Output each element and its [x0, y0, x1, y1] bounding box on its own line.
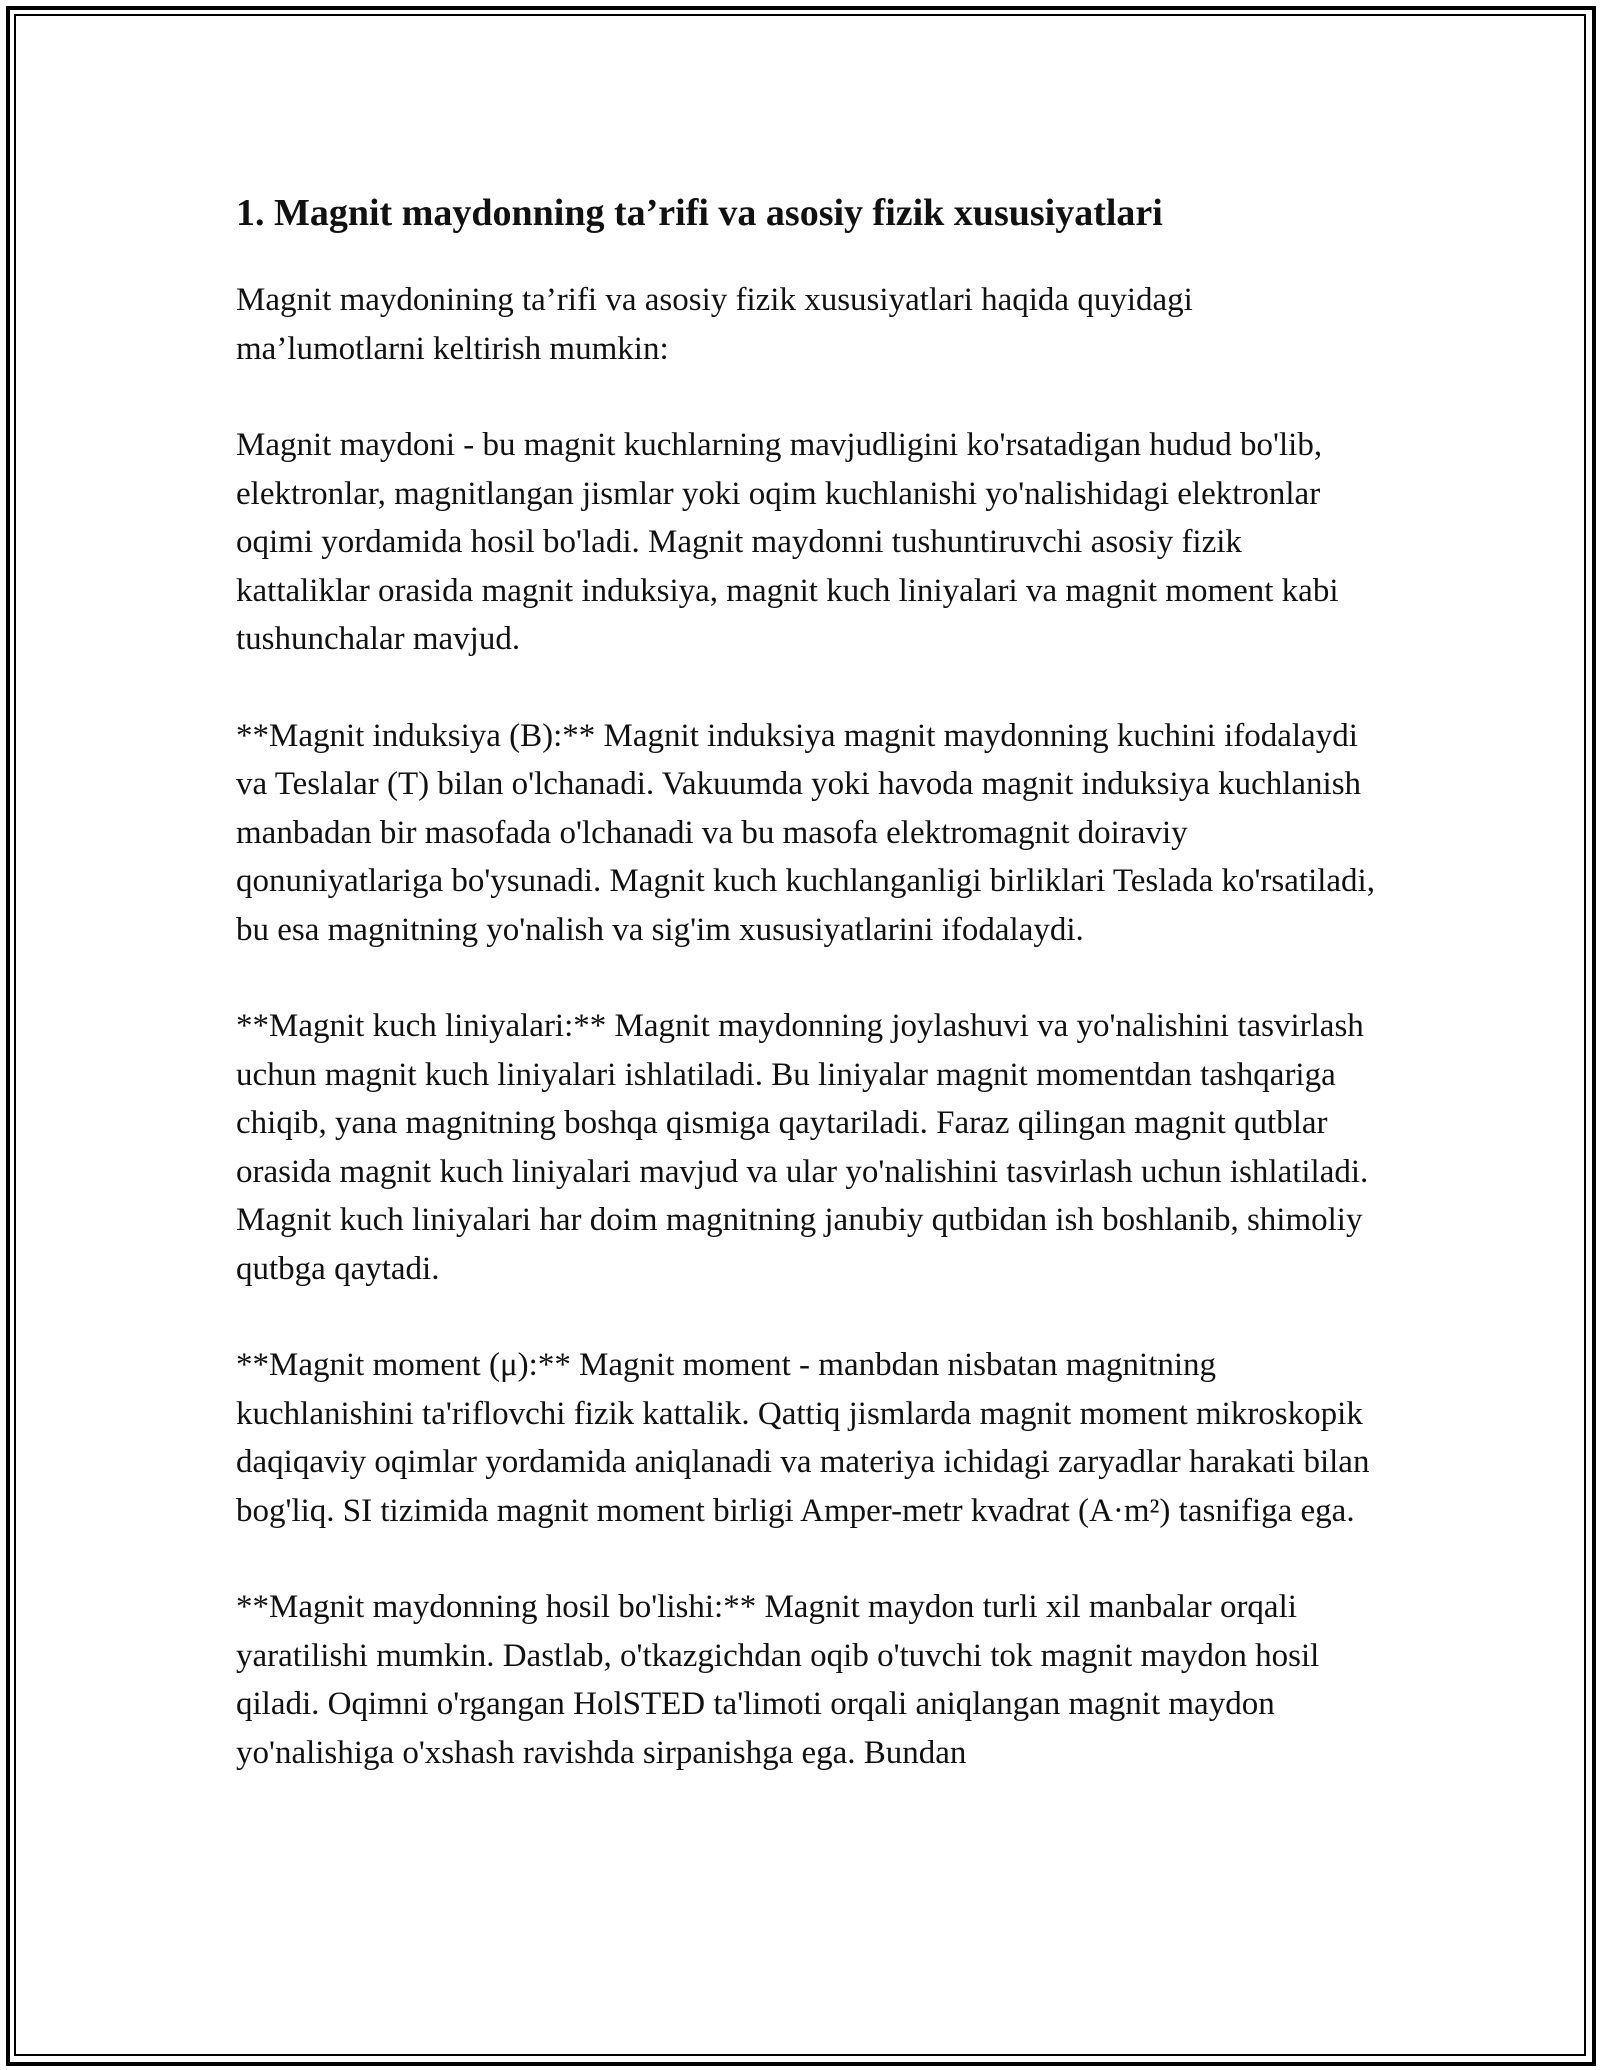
paragraph-field-generation: **Magnit maydonning hosil bo'lishi:** Magnit maydon turli xil manbalar orqali yaratilishi mumkin. Dastlab, o'tkazgichdan oqib o'tuvchi tok magnit maydon hosil qiladi. Oqimni o'rgangan HolSTED ta'limoti orqali aniqlangan magnit maydon yo'nalishiga o'xshash ravishda sirpanishga ega. Bundan — [236, 1589, 1320, 1771]
paragraph-magnetic-induction: **Magnit induksiya (B):** Magnit induksiya magnit maydonning kuchini ifodalaydi va Teslalar (T) bilan o'lchanadi. Vakuumda yoki havoda magnit induksiya kuchlanish manbadan bir masofada o'lchanadi va bu masofa elektromagnit doiraviy qonuniyatlariga bo'ysunadi. Magnit kuch kuchlanganligi birliklari Teslada ko'rsatiladi, bu esa magnitning yo'nalish va sig'im xususiyatlarini ifodalaydi. — [236, 717, 1375, 948]
paragraph-field-lines: **Magnit kuch liniyalari:** Magnit maydonning joylashuvi va yo'nalishini tasvirlash uchun magnit kuch liniyalari ishlatiladi. Bu liniyalar magnit momentdan tashqariga chiqib, yana magnitning boshqa qismiga qaytariladi. Faraz qilingan magnit qutblar orasida magnit kuch liniyalari mavjud va ular yo'nalishini tasvirlash uchun ishlatiladi. Magnit kuch liniyalari har doim magnitning janubiy qutbidan ish boshlanib, shimoliy qutbga qaytadi. — [236, 1008, 1369, 1287]
paragraph-definition: Magnit maydoni - bu magnit kuchlarning mavjudligini ko'rsatadigan hudud bo'lib, elektronlar, magnitlangan jismlar yoki oqim kuchlanishi yo'nalishidagi elektronlar oqimi yordamida hosil bo'ladi. Magnit maydonni tushuntiruvchi asosiy fizik kattaliklar orasida magnit induksiya, magnit kuch liniyalari va magnit moment kabi tushunchalar mavjud. — [236, 427, 1339, 657]
document-body — [236, 180, 1376, 1825]
paragraph-intro: Magnit maydonining ta’rifi va asosiy fizik xususiyatlari haqida quyidagi ma’lumotlarni keltirish mumkin: — [236, 282, 1193, 367]
paragraph-magnetic-moment: **Magnit moment (μ):** Magnit moment - manbdan nisbatan magnitning kuchlanishini ta'riflovchi fizik kattalik. Qattiq jismlarda magnit moment mikroskopik daqiqaviy oqimlar yordamida aniqlanadi va materiya ichidagi zaryadlar harakati bilan bog'liq. SI tizimida magnit moment birligi Amper-metr kvadrat (A·m²) tasnifiga ega. — [236, 1347, 1370, 1529]
section-heading: 1. Magnit maydonning ta’rifi va asosiy fizik xususiyatlari — [236, 192, 1163, 234]
